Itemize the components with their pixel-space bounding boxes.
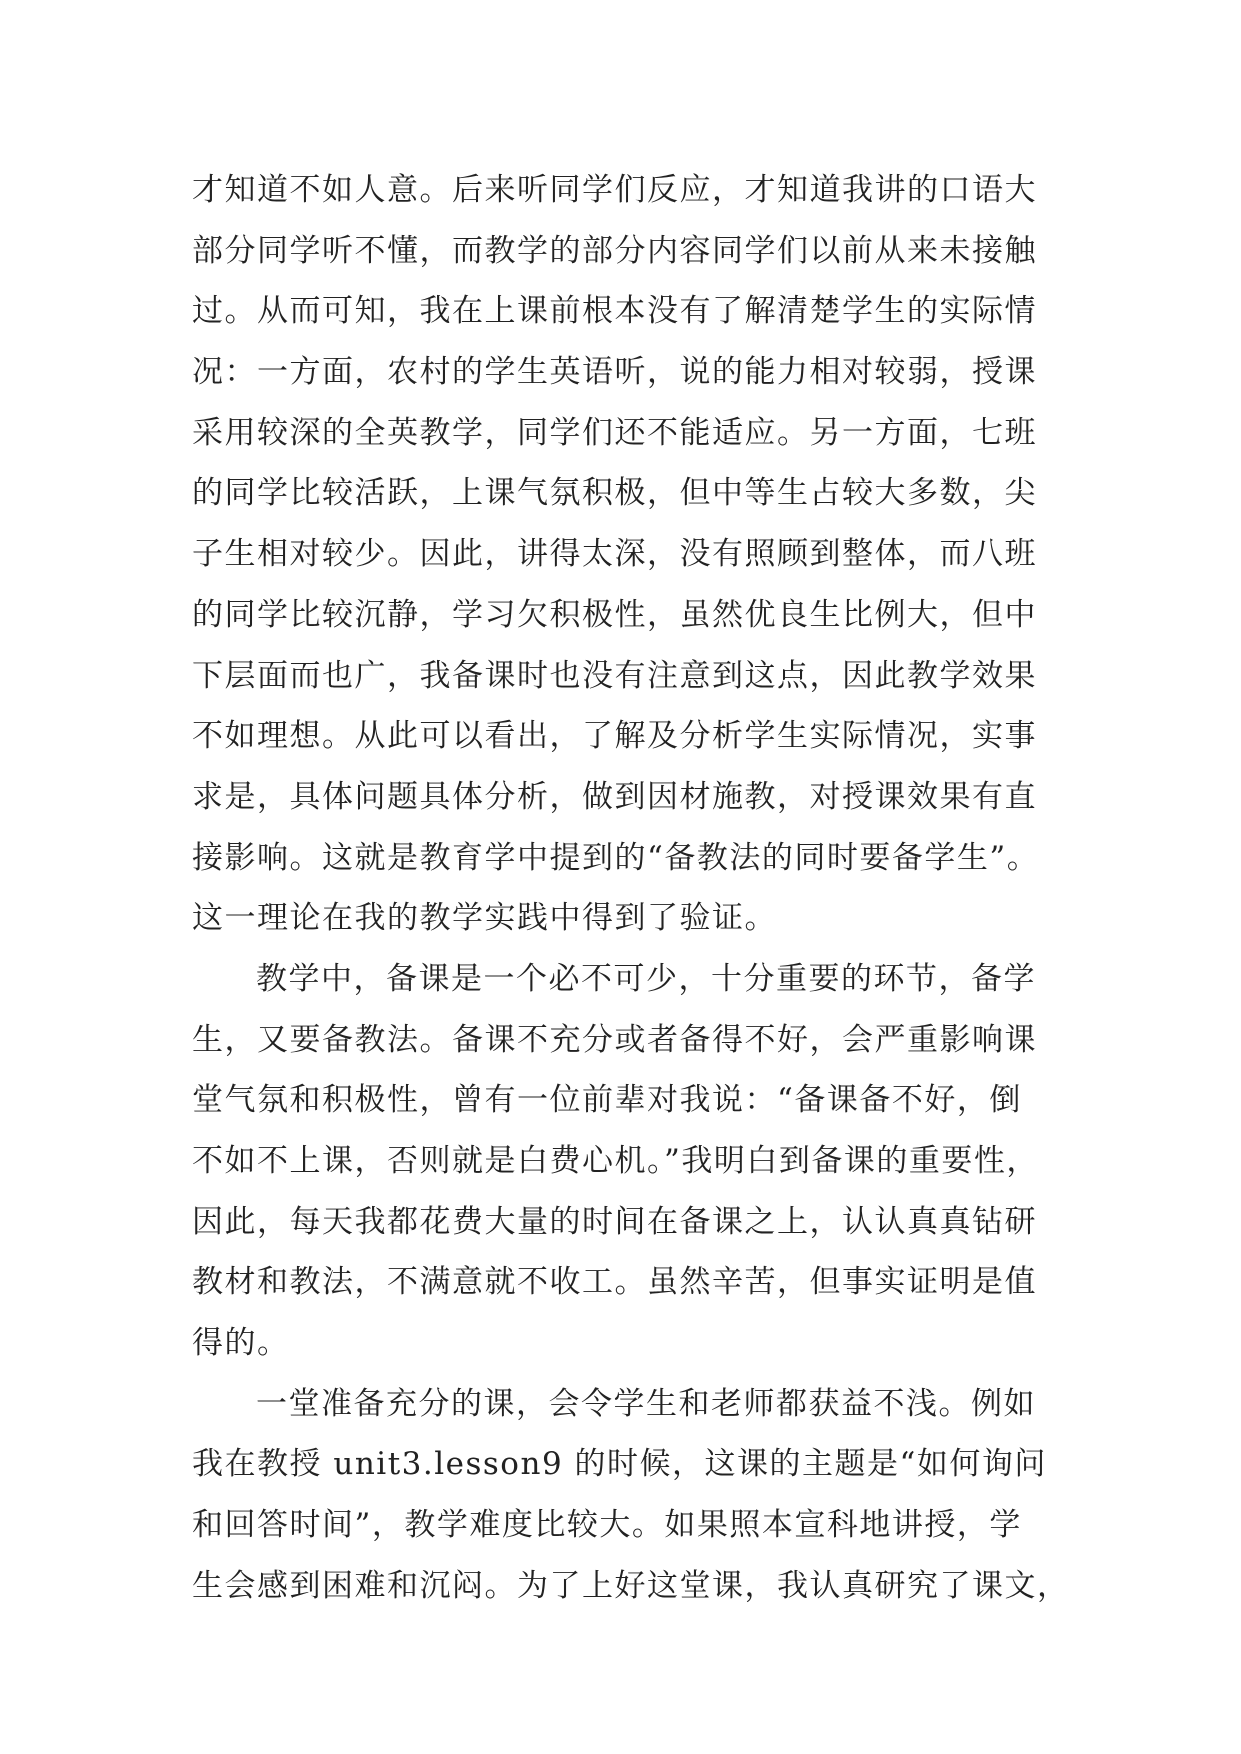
text-line: 的同学比较沉静，学习欠积极性，虽然优良生比例大，但中 [192, 596, 1037, 633]
text-line: 子生相对较少。因此，讲得太深，没有照顾到整体，而八班 [192, 536, 1037, 573]
text-line: 部分同学听不懂，而教学的部分内容同学们以前从来未接触 [192, 232, 1037, 269]
text-line: 这一理论在我的教学实践中得到了验证。 [192, 900, 777, 937]
text-line: 下层面而也广，我备课时也没有注意到这点，因此教学效果 [192, 657, 1037, 694]
text-line: 接影响。这就是教育学中提到的“备教法的同时要备学生”。 [192, 839, 1040, 876]
paragraph-start-line: 教学中，备课是一个必不可少，十分重要的环节，备学 [256, 960, 1036, 997]
text-line: 因此，每天我都花费大量的时间在备课之上，认认真真钻研 [192, 1203, 1037, 1240]
text-line: 况：一方面，农村的学生英语听，说的能力相对较弱，授课 [192, 354, 1037, 391]
text-line: 和回答时间”，教学难度比较大。如果照本宣科地讲授，学 [192, 1507, 1022, 1544]
paragraph-start-line: 一堂准备充分的课，会令学生和老师都获益不浅。例如 [256, 1385, 1036, 1422]
body-text [192, 160, 1072, 1617]
text-line: 采用较深的全英教学，同学们还不能适应。另一方面，七班 [192, 414, 1037, 451]
text-line: 不如不上课，否则就是白费心机。”我明白到备课的重要性， [192, 1143, 1039, 1179]
text-line: 的同学比较活跃，上课气氛积极，但中等生占较大多数，尖 [192, 475, 1037, 512]
text-line: 不如理想。从此可以看出，了解及分析学生实际情况，实事 [192, 718, 1037, 755]
text-line: 我在教授 unit3.lesson9 的时候，这课的主题是“如何询问 [192, 1446, 1047, 1483]
text-line: 生会感到困难和沉闷。为了上好这堂课，我认真研究了课文， [192, 1567, 1070, 1604]
text-line: 教材和教法，不满意就不收工。虽然辛苦，但事实证明是值 [192, 1264, 1037, 1301]
text-line: 生，又要备教法。备课不充分或者备得不好，会严重影响课 [192, 1021, 1037, 1058]
text-line: 求是，具体问题具体分析，做到因材施教，对授课效果有直 [192, 778, 1037, 815]
text-line: 过。从而可知，我在上课前根本没有了解清楚学生的实际情 [192, 293, 1037, 330]
text-line: 才知道不如人意。后来听同学们反应，才知道我讲的口语大 [192, 172, 1037, 208]
text-line: 得的。 [192, 1325, 290, 1362]
text-line: 堂气氛和积极性，曾有一位前辈对我说：“备课备不好，倒 [192, 1082, 1022, 1119]
